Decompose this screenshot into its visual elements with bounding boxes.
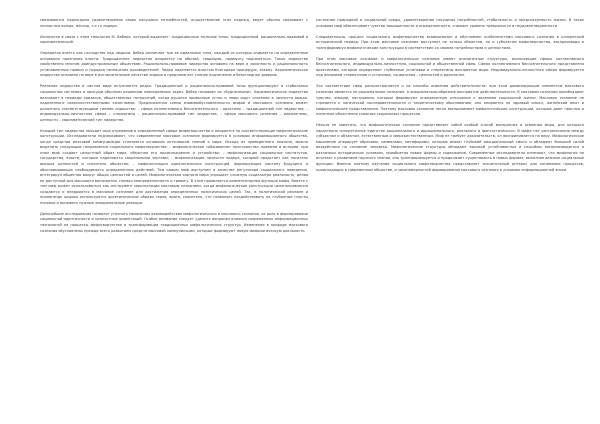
- paragraph: При этом массовое сознание и мифологическое сознание имеют аналогичные структуры, включающие сферы коллективного бессознательного, индивидуально-личностную, социальной и общественной сфер. Сфера коллективного бессознательного представлена архетипами, которые определяют глубинные установки и стереотипы восприятия мира. Индивидуально-личностная сфера формируется под влиянием стереотипов и установок, социальная – ценностей и идеологем.: [316, 56, 584, 78]
- paragraph: Определяя власть как господство над людьми, Вебер различает три ее идеальных типа, каждый из которых опирается на определенные основания признания власти. Традиционное лидерство опирается на обычай, традицию, привычку подчиняться. Такое лидерство свойственно многим доиндустриальным обществам. Рационально-правовое лидерство основано на вере в законность и рациональность установленных правил и порядка назначения руководителей. Лидер наделяется властью благодаря процедуре, закону. Харизматическое лидерство основано на вере в исключительные качества лидера и предполагает слепое подчинение и безоглядное доверие.: [40, 51, 308, 78]
- left-text-column: [40, 18, 308, 240]
- paragraph: связываются надеждына удовлетворение своих насущных потребностей, осуществление этих надежд, ведет обычно связывают с личностью вождя, мессии, т.е.ть лидера.: [40, 18, 308, 28]
- paragraph: Дальнейшие исследования позволят уточнить механизмы взаимодействия мифологического и массового сознания, их роль в формировании социальной идентичности и ценностных ориентаций. Особое внимание следует уделить вопросам влияния современных информационных технологий на процессы мифотворчества и трансформации традиционных мифологических структур. Изменения в природе массового сознания обусловлены прежде всего развитием средств массовой коммуникации, которые формируют новую мифологическую реальность.: [40, 211, 308, 233]
- paragraph: Следовательно, процесс социального мифотворчества взаимосвязан и обусловлен особенностями массового сознания в конкретный исторический период. При этом массовое сознание выступает не только объектом, но и субъектом мифотворчества, воспроизводя и трансформируя мифологические конструкции в соответствии со своими потребностями и ценностями.: [316, 34, 584, 50]
- paragraph: состояние природной и социальной среды, удовлетворение насущных потребностей, стабильность и предсказуемость жизни. В таких условиях миф обеспечивает чувство защищенности и определенности, снижает уровень тревожности и неудовлетворенности.: [316, 18, 584, 28]
- paragraph: Реальное лидерство в чистом виде встречается редко. Традиционный и рационально-правовой типы функционируют в стабильных социальных системах и присущи обычным решениям повседневных задач. Вебер называет их «будничными». Харизматическое лидерство возникает в периоды кризисов, общественных потрясений, когда рушатся привычные устои и люди ищут спасения в личности вождя, наделенного сверхъестественными качествами. Предложенная схема взаимообусловленности мифов и массового сознания может дополнять соответствующими типами лидерства: – сфера коллективного бессознательного – архетипы – традиционный тип лидерства; – индивидуально-личностная сфера – стереотипы – рационально-правовой тип лидерства; – сфера массового сознания – идеологемы, ценности – харизматический тип лидерства.: [40, 84, 308, 122]
- paragraph: Эта соответствие сфер распространяется и на способы освоения действительности: при этом доминирующим элементом массового сознания является не рациональное познание, а эмоционально-образное восприятие действительности. В массовом сознании преобладают чувства, эмоции, настроения, которые формируют определенное отношение к явлениям социальной жизни. Массовое сознание не стремится к логической последовательности и теоретическому обоснованию, оно опирается на здравый смысл, житейский опыт и мифологические представления. Поэтому массовое сознание легко воспринимает мифологические конструкции, которые дают простые и понятные объяснения сложных социальных процессов.: [316, 84, 584, 117]
- paragraph: Интересна в связи с этим типология М. Вебера, который выделяет: традиционные тыльные типы: традиционный, рационально-правовой и харизматический.: [40, 34, 308, 45]
- paragraph: Нельзя не заметить, что мифологическое сознание представляет собой особый способ восприятия и освоения мира, для которого характерно синкретичное единство рационального и иррационального, реального и фантастического. В мифе нет разграничения между субъектом и объектом, естественным и сверхъестественным. Миф не требует доказательств, он воспринимается на веру. Мифологическое мышление оперирует образами, символами, метафорами, которые имеют глубокий эмоциональный смысл и обладают большой силой воздействия на сознание человека. Мифологические структуры обладают высокой устойчивостью и способны воспроизводиться в различных исторических условиях, приобретая новые формы и содержание. Современные исследователи отмечают, что мифология не исчезает с развитием научного знания, она трансформируется и продолжает существовать в новых формах, выполняя важные социальные функции. Именно поэтому изучение социального мифотворчества представляет значительный интерес для понимания процессов, происходящих в современном обществе, и закономерностей формирования массового сознания в условиях информационной эпохи.: [316, 123, 584, 172]
- right-text-column: [316, 18, 584, 179]
- paragraph: Каждый тип лидерства находит свое отражение в определенной сфере мифотворчества и опирается на соответствующие мифологические конструкции. Исследователи подчеркивают, что современное массовое сознание формируется в условиях информационного общества, когда средства массовой коммуникации становятся основным источником знаний о мире. Исходя из приведенного анализа, можно выделить следующие направления социального мифотворчества: – мифологическое «обживание» пространства, времени и истории, при этом миф создает целостный образ мира, объясняя его происхождение и устройство; – мифологизация социальных институтов, государства, власти, которые наделяются сакральными чертами; – мифологизация личности лидера, который предстает как носитель высших ценностей и спаситель общества; – мифологизация идеологических конструкций, формирующих картину будущего и обосновывающих необходимость определенных действий. Тем самым миф выступает в качестве регулятора социального поведения, интегрируя общество вокруг общих ценностей и целей. Мифологическая картина мира упрощает сложную социальную реальность, делая ее доступной для массового восприятия, снимая неопределенность и тревогу. В этом проявляется компенсаторная функция мифа. Вместе с тем миф может использоваться как инструмент манипуляции массовым сознанием, когда мифологические конструкции целенаправленно создаются и внедряются в массовое сознание для достижения определенных политических целей. Так, в политической рекламе и пропаганде широко используются архетипические образы героя, врага, спасителя, что позволяет воздействовать на глубинные пласты психики и вызывать нужные эмоциональные реакции.: [40, 128, 308, 205]
